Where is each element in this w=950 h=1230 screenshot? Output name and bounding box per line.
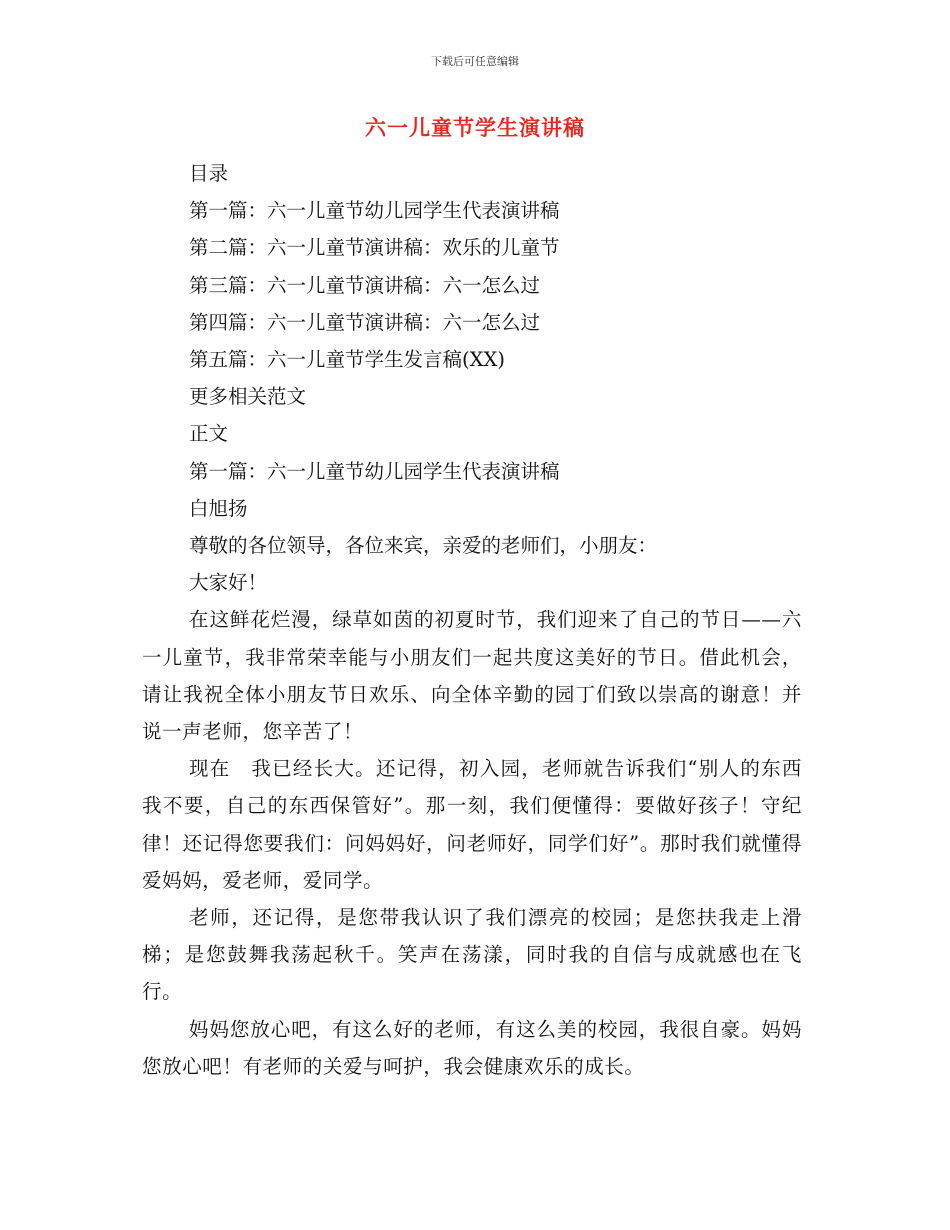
salutation: 尊敬的各位领导，各位来宾，亲爱的老师们，小朋友： <box>189 534 658 558</box>
toc-item: 第四篇：六一儿童节演讲稿：六一怎么过 <box>189 310 541 334</box>
toc-item: 第五篇：六一儿童节学生发言稿(XX) <box>189 348 505 372</box>
toc-item: 第二篇：六一儿童节演讲稿：欢乐的儿童节 <box>189 236 560 260</box>
body-heading: 正文 <box>189 422 229 446</box>
body-paragraph: 妈妈您放心吧，有这么好的老师，有这么美的校园，我很自豪。妈妈您放心吧！有老师的关爱与呵护，我会健康欢乐的成长。 <box>142 1017 802 1078</box>
document-body <box>142 155 802 1085</box>
body-paragraph: 老师，还记得，是您带我认识了我们漂亮的校园；是您扶我走上滑梯；是您鼓舞我荡起秋千。笑声在荡漾，同时我的自信与成就感也在飞行。 <box>142 906 802 1004</box>
body-paragraph: 在这鲜花烂漫，绿草如茵的初夏时节，我们迎来了自己的节日——六一儿童节，我非常荣幸能与小朋友们一起共度这美好的节日。借此机会，请让我祝全体小朋友节日欢乐、向全体辛勤的园丁们致以崇高的谢意！并说一声老师，您辛苦了！ <box>142 608 802 744</box>
toc-item: 更多相关范文 <box>189 385 307 409</box>
greeting: 大家好！ <box>189 571 268 595</box>
toc-heading: 目录 <box>189 162 229 185</box>
body-paragraph: 现在 我已经长大。还记得，初入园，老师就告诉我们“别人的东西我不要，自己的东西保管好”。那一刻，我们便懂得：要做好孩子！守纪律！还记得您要我们：问妈妈好，问老师好，同学们好”。那时我们就懂得爱妈妈，爱老师，爱同学。 <box>142 757 802 892</box>
toc-item: 第三篇：六一儿童节演讲稿：六一怎么过 <box>189 273 541 297</box>
document-title: 六一儿童节学生演讲稿 <box>365 116 585 140</box>
author-name: 白旭扬 <box>189 496 248 520</box>
header-note: 下载后可任意编辑 <box>431 55 519 68</box>
section-title: 第一篇：六一儿童节幼儿园学生代表演讲稿 <box>189 459 560 483</box>
toc-item: 第一篇：六一儿童节幼儿园学生代表演讲稿 <box>189 199 560 223</box>
